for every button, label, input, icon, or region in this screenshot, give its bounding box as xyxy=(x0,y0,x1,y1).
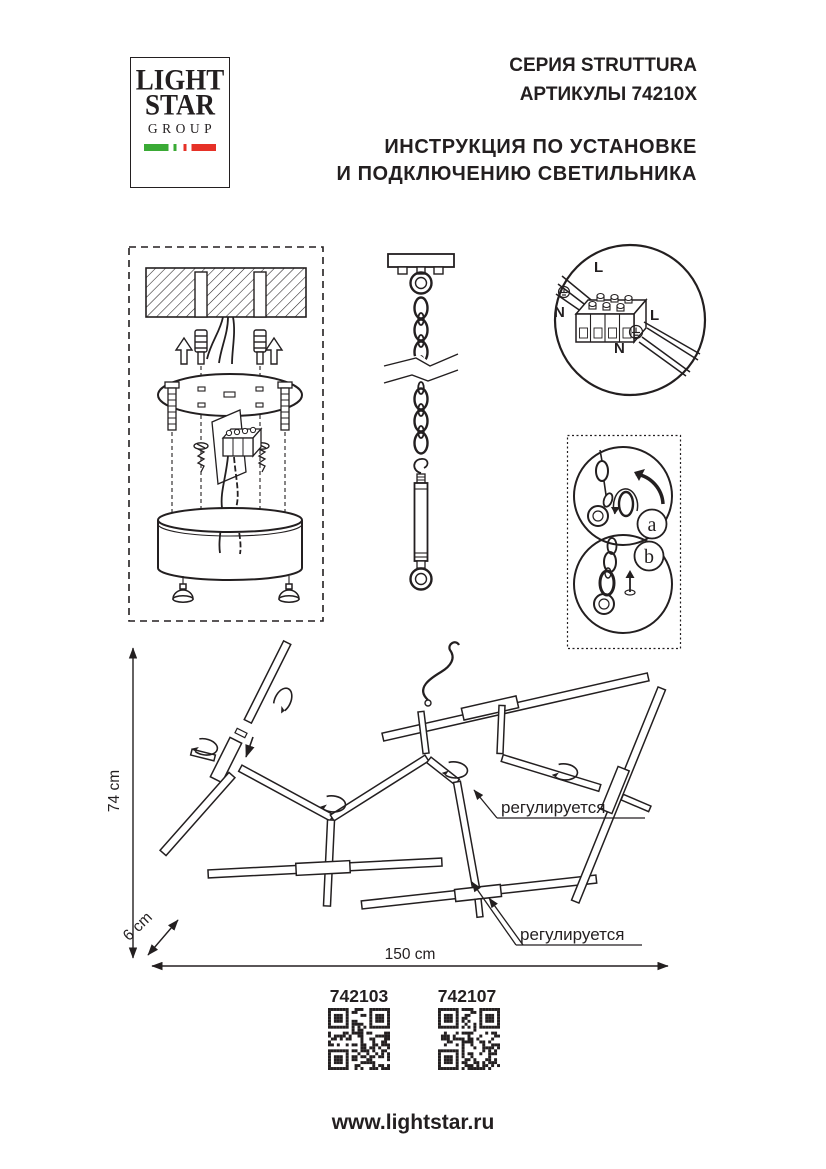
lightstar-logo xyxy=(130,57,230,188)
chain-adjust-diagram xyxy=(566,434,686,654)
ceiling-bracket xyxy=(388,254,454,294)
label-neutral-out: N xyxy=(614,340,625,357)
drum-shade xyxy=(158,508,302,580)
instruction-title: ИНСТРУКЦИЯ ПО УСТАНОВКЕ И ПОДКЛЮЧЕНИЮ СВЕТИЛЬНИКА xyxy=(336,136,697,185)
power-cord xyxy=(423,642,459,706)
wiring-detail-diagram xyxy=(548,240,718,400)
chandelier-rods xyxy=(160,641,665,917)
step-b-label: b xyxy=(644,546,654,568)
article-number-742107: 742107 xyxy=(437,986,497,1006)
label-neutral-in: N xyxy=(554,304,565,321)
suspension-parts-diagram xyxy=(370,242,470,622)
logo-word-group: GROUP xyxy=(147,121,217,137)
articles-line: АРТИКУЛЫ 74210X xyxy=(519,83,697,105)
chain xyxy=(384,298,458,454)
mains-wires xyxy=(207,317,234,364)
step-a xyxy=(574,447,672,545)
logo-word-star: STAR xyxy=(144,88,216,122)
series-line: СЕРИЯ STRUTTURA xyxy=(509,55,697,76)
qr-code-742103 xyxy=(328,1008,390,1070)
svg-text:регулируется: регулируется xyxy=(520,925,625,944)
height-dimension: 74 cm xyxy=(106,769,123,813)
step-b xyxy=(574,535,672,633)
logo-word-light: LIGHT xyxy=(135,63,225,97)
website-url: www.lightstar.ru xyxy=(331,1111,495,1134)
insert-arrow-icon xyxy=(246,737,253,757)
label-live-in: L xyxy=(594,259,604,276)
svg-text:регулируется: регулируется xyxy=(501,798,606,817)
series-block xyxy=(336,52,697,109)
italian-flag-icon xyxy=(144,144,216,151)
chandelier-diagram xyxy=(95,636,826,981)
outgoing-wires xyxy=(639,322,700,376)
wall-plug-icon xyxy=(195,330,266,364)
width-dimension: 150 cm xyxy=(384,946,436,963)
ceiling-hatch xyxy=(146,268,306,317)
qr-code-742107 xyxy=(438,1008,500,1070)
label-live-out: L xyxy=(650,307,660,324)
article-number-742103: 742103 xyxy=(329,986,389,1006)
ceiling-mount-diagram xyxy=(128,246,324,622)
stem-rod xyxy=(411,459,432,590)
header-text xyxy=(336,52,697,188)
tube-dimension: 6 cm xyxy=(119,908,156,945)
terminal-block xyxy=(212,410,261,484)
step-a-label: a xyxy=(647,514,657,536)
